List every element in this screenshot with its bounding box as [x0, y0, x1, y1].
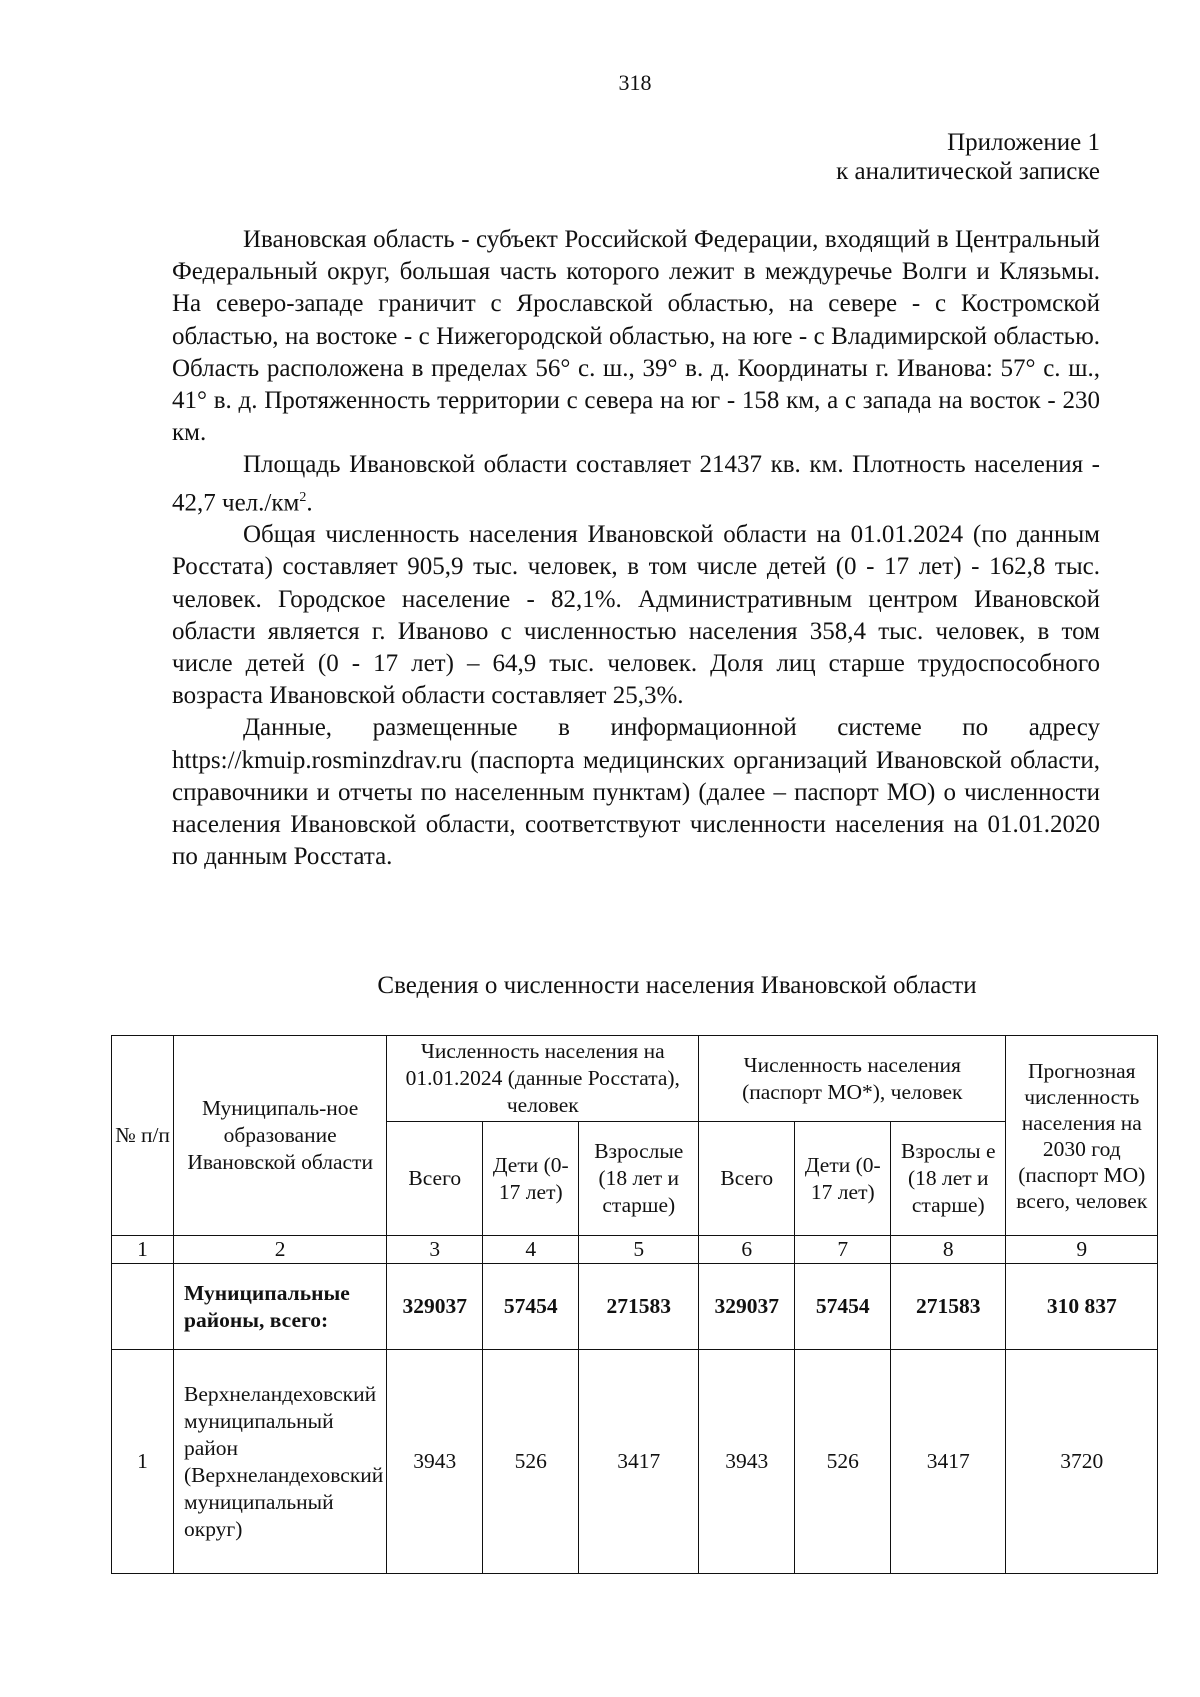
cell-passport-total: 329037: [699, 1264, 795, 1350]
cell-rosstat-children: 526: [483, 1350, 579, 1574]
cell-rosstat-adults: 271583: [579, 1264, 699, 1350]
column-number: 7: [795, 1236, 891, 1264]
table-row: [112, 1350, 1158, 1574]
cell-forecast: 3720: [1006, 1350, 1158, 1574]
table-row-total: [112, 1264, 1158, 1350]
area-text: Площадь Ивановской области составляет 21437 кв. км. Плотность населения - 42,7 чел./км: [172, 451, 1100, 516]
paragraph-intro: Ивановская область - субъект Российской Федерации, входящий в Центральный Федеральный округ, большая часть которого лежит в междуречье Волги и Клязьмы. На северо-западе граничит с Ярославской областью, на севере - с Костромской областью, на востоке - с Нижегородской областью, на юге - с Владимирской областью. Область расположена в пределах 56° с. ш., 39° в. д. Координаты г. Иванова: 57° с. ш., 41° в. д. Протяженность территории с севера на юг - 158 км, а с запада на восток - 230 км.: [172, 226, 1100, 447]
appendix-line-1: Приложение 1: [947, 129, 1100, 156]
column-number: 5: [579, 1236, 699, 1264]
appendix-line-2: к аналитической записке: [836, 158, 1100, 185]
header-passport-adults: Взрослы е (18 лет и старше): [891, 1122, 1006, 1236]
cell-rosstat-total: 3943: [387, 1350, 483, 1574]
column-number: 9: [1006, 1236, 1158, 1264]
cell-passport-children: 526: [795, 1350, 891, 1574]
header-passport-group: Численность населения (паспорт МО*), человек: [699, 1036, 1006, 1122]
row-name: Верхнеландеховский муниципальный район (Верхнеландеховский муниципальный округ): [174, 1350, 387, 1574]
row-num: 1: [112, 1350, 174, 1574]
cell-passport-total: 3943: [699, 1350, 795, 1574]
appendix-header: [560, 128, 1100, 186]
population-table: [111, 1035, 1158, 1574]
header-rosstat-group: Численность населения на 01.01.2024 (данные Росстата), человек: [387, 1036, 699, 1122]
column-number: 8: [891, 1236, 1006, 1264]
cell-rosstat-adults: 3417: [579, 1350, 699, 1574]
column-number: 6: [699, 1236, 795, 1264]
column-number: 4: [483, 1236, 579, 1264]
paragraph-area: [172, 449, 1100, 519]
header-rosstat-children: Дети (0-17 лет): [483, 1122, 579, 1236]
header-passport-children: Дети (0-17 лет): [795, 1122, 891, 1236]
paragraph-population: Общая численность населения Ивановской области на 01.01.2024 (по данным Росстата) составляет 905,9 тыс. человек, в том числе детей (0 - 17 лет) - 162,8 тыс. человек. Городское население - 82,1%. Административным центром Ивановской области является г. Иваново с численностью населения 358,4 тыс. человек, в том числе детей (0 - 17 лет) – 64,9 тыс. человек. Доля лиц старше трудоспособного возраста Ивановской области составляет 25,3%.: [172, 521, 1100, 710]
header-passport-total: Всего: [699, 1122, 795, 1236]
body-text: [172, 224, 1100, 873]
row-num: [112, 1264, 174, 1350]
column-number: 3: [387, 1236, 483, 1264]
table-title: Сведения о численности населения Ивановской области: [377, 972, 977, 999]
header-municipality: Муниципаль-ное образование Ивановской области: [174, 1036, 387, 1236]
header-row-1: [112, 1036, 1158, 1122]
column-number: 1: [112, 1236, 174, 1264]
cell-forecast: 310 837: [1006, 1264, 1158, 1350]
cell-passport-adults: 3417: [891, 1350, 1006, 1574]
cell-passport-children: 57454: [795, 1264, 891, 1350]
cell-passport-adults: 271583: [891, 1264, 1006, 1350]
row-name: Муниципальные районы, всего:: [174, 1264, 387, 1350]
column-number-row: [112, 1236, 1158, 1264]
area-superscript: 2: [299, 489, 307, 505]
header-num: № п/п: [112, 1036, 174, 1236]
cell-rosstat-total: 329037: [387, 1264, 483, 1350]
cell-rosstat-children: 57454: [483, 1264, 579, 1350]
paragraph-passport: Данные, размещенные в информационной системе по адресу https://kmuip.rosminzdrav.ru (паспорта медицинских организаций Ивановской области, справочники и отчеты по населенным пунктам) (далее – паспорт МО) о численности населения Ивановской области, соответствуют численности населения на 01.01.2020 по данным Росстата.: [172, 714, 1100, 871]
header-rosstat-adults: Взрослые (18 лет и старше): [579, 1122, 699, 1236]
page-number: 318: [618, 70, 652, 95]
area-suffix: .: [306, 488, 313, 516]
header-rosstat-total: Всего: [387, 1122, 483, 1236]
column-number: 2: [174, 1236, 387, 1264]
header-forecast: Прогнозная численность населения на 2030 год (паспорт МО) всего, человек: [1006, 1036, 1158, 1236]
